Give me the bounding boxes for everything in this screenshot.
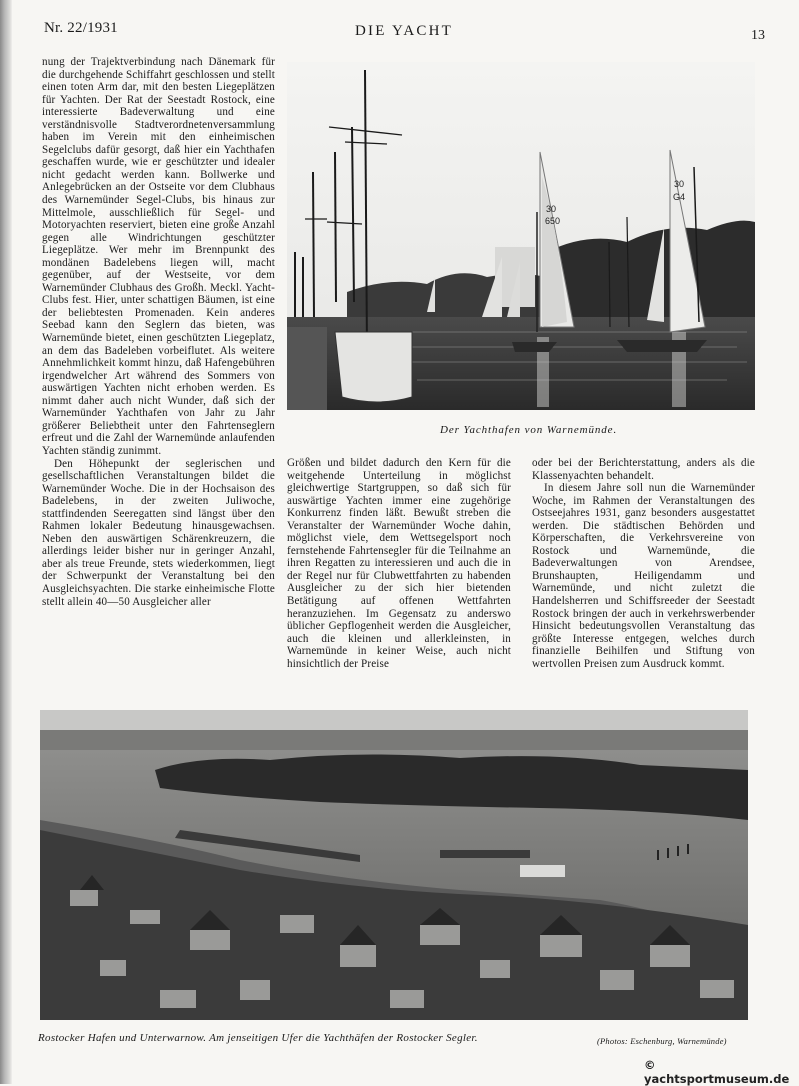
- text-column-1: [42, 56, 275, 608]
- paragraph: In diesem Jahre soll nun die Warnemünder Woche, im Rahmen der Veranstaltungen des Ostseejahres 1931, ganz besonders ausgestattet werden. Die städtischen Behörden und Körperschaften, die Verkehrsvereine von Rostock und Warnemünde, die Badeverwaltungen von Arendsee, Brunshaupten, Heiligendamm und Warnemünde, und nicht zuletzt die Handelsherren und Schiffsreeder der Seestadt Rostock bringen der auch in verkehrswerbender Hinsicht bedeutungsvollen Veranstaltung das größte Interesse entgegen, welches durch finanzielle Beihilfen und Stiftung von wertvollen Preisen zum Ausdruck kommt.: [532, 482, 755, 670]
- paragraph: Größen und bildet dadurch den Kern für die weitgehende Unterteilung in möglichst gleichwertige Startgruppen, so daß sich für auswärtige Yachten immer eine zugehörige Konkurrenz finden läßt. Bewußt streben die Veranstalter der Warnemünder Woche dahin, möglichst viele, dem Wettsegelsport noch fernstehende Fahrtensegler für die Teilnahme an ihren Regatten zu interessieren und auch die in der Regel nur für Clubwettfahrten zu habenden Ausgleicher zu der sich hier bietenden Betätigung auf offenen Wettfahrten heranzuziehen. Im Gegensatz zu anderswo üblicher Gepflogenheit werden die Ausgleicher, auch die kleinen und allerkleinsten, in Warnemünde in keiner Weise, auch nicht hinsichtlich der Preise: [287, 457, 511, 670]
- photo-caption-rostock-harbor: Rostocker Hafen und Unterwarnow. Am jenseitigen Ufer die Yachthäfen der Rostocker Segler.: [38, 1032, 478, 1044]
- paragraph: nung der Trajektverbindung nach Dänemark für die durchgehende Schiffahrt geschlossen und stellt einen toten Arm dar, mit den besten Liegeplätzen für Yachten. Der Rat der Seestadt Rostock, eine interessierte Badeverwaltung und eine verständnisvolle Stadtverordnetenversammlung haben im Verein mit den einheimischen Segelclubs dafür gesorgt, daß hier ein Yachthafen geschaffen wurde, wie er geschützter und idealer nicht gedacht werden kann. Bollwerke und Anlegebrücken an der Ostseite vor dem Clubhaus des Warnemünder Segel-Clubs, bis hinaus zur Mittelmole, ausschließlich für Segel- und Motoryachten reserviert, bieten eine große Anzahl gegen alle Windrichtungen geschützter Liegeplätze. Wer mehr im Brennpunkt des mondänen Badelebens liegen will, macht gegenüber, auf der Westseite, vor dem Warnemünder Clubhaus des Großh. Meckl. Yacht-Clubs fest. Hier, unter schattigen Bäumen, ist eine der beliebtesten Promenaden. Kein anderes Seebad kann den Seglern das bieten, was Warnemünde bietet, einen geschützten Liegeplatz, an dem das Badeleben vorbeiflutet. Als weitere Annehmlichkeit kommt hinzu, daß Hafengebühren irgendwelcher Art während des Sommers von auswärtigen Yachten nicht erhoben werden. Es nimmt daher auch nicht Wunder, daß sich der Warnemünder Yachthafen von Jahr zu Jahr größerer Beliebtheit unter den Fahrtenseglern erfreut und die Zahl der Warnemünde anlaufenden Yachten ständig zunimmt.: [42, 56, 275, 457]
- magazine-title: DIE YACHT: [355, 23, 453, 39]
- book-spine-shadow: [0, 0, 12, 1084]
- paragraph: Den Höhepunkt der seglerischen und gesellschaftlichen Veranstaltungen bildet die Warnemünder Woche. Die in der Hochsaison des Badelebens, in der zweiten Juliwoche, stattfindenden Seeregatten sind längst über den Rahmen lokaler Bedeutung hinausgewachsen. Neben den auswärtigen Schärenkreuzern, die allerdings leider bisher nur in geringer Anzahl, aber als treue Freunde, stets wiederkommen, liegt der Schwerpunkt der Veranstaltung bei den Ausgleichsyachten. Die starke einheimische Flotte stellt allein 40—50 Ausgleicher aller: [42, 457, 275, 608]
- sail-number-label: 30: [546, 204, 557, 214]
- photo-caption-yacht-harbor: Der Yachthafen von Warnemünde.: [440, 424, 618, 436]
- svg-text:30: 30: [674, 179, 685, 189]
- paragraph: oder bei der Berichterstattung, anders als die Klassenyachten behandelt.: [532, 457, 755, 482]
- photo-rostock-harbor: [40, 710, 748, 1020]
- svg-text:G4: G4: [673, 192, 686, 202]
- rostock-harbor-image: [40, 710, 748, 1020]
- copyright-watermark: © yachtsportmuseum.de: [644, 1058, 790, 1086]
- yacht-harbor-image: [287, 62, 755, 410]
- issue-number: Nr. 22/1931: [44, 20, 118, 36]
- photo-credit: (Photos: Eschenburg, Warnemünde): [597, 1036, 727, 1046]
- page-number: 13: [751, 28, 765, 43]
- svg-text:650: 650: [545, 216, 561, 226]
- photo-yacht-harbor: [287, 62, 755, 410]
- text-column-2: [287, 457, 511, 670]
- text-column-3: [532, 457, 755, 670]
